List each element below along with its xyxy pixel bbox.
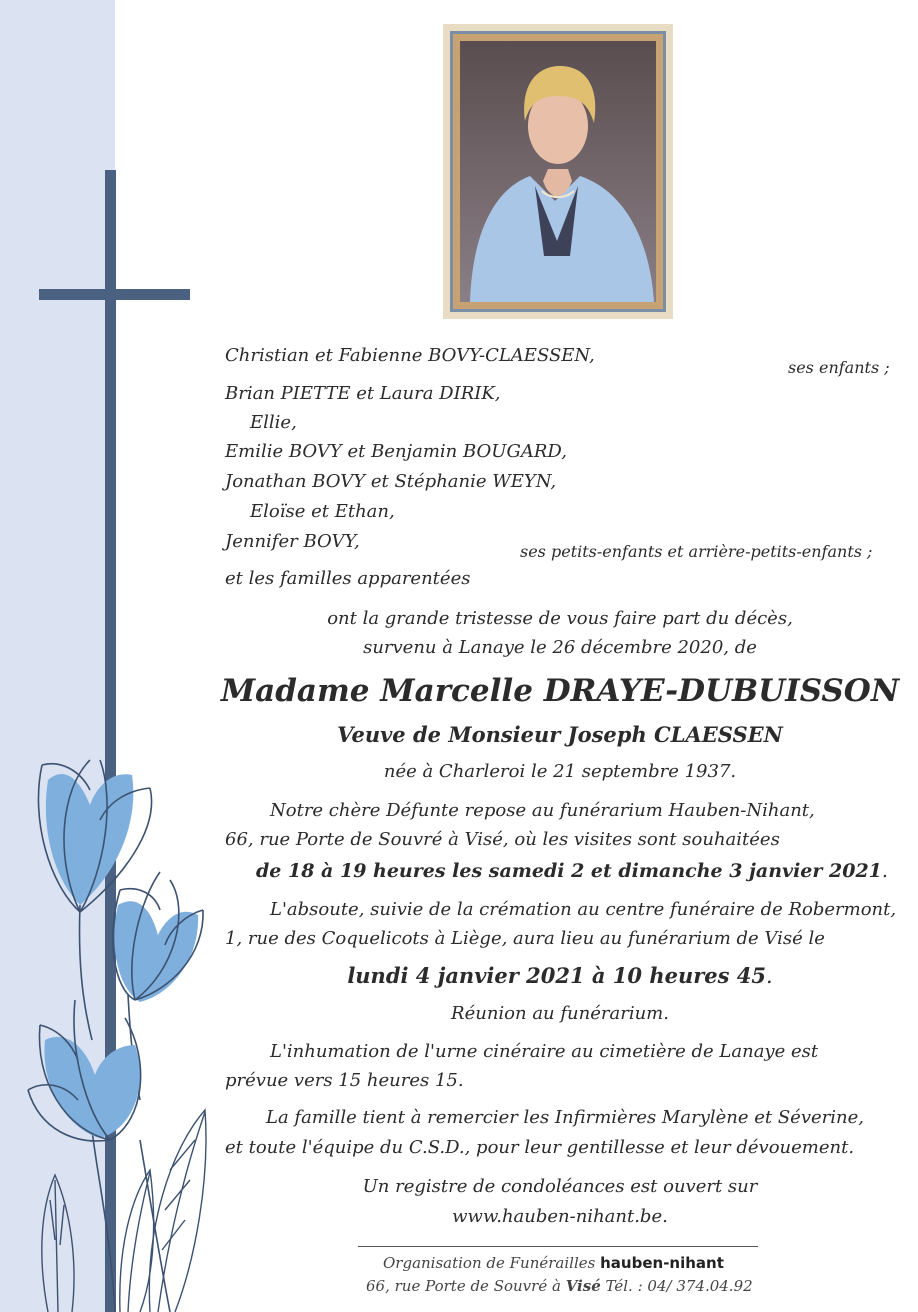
- ceremony-time: lundi 4 janvier 2021 à 10 heures 45: [347, 963, 766, 988]
- footer-brand-logo: hauben-nihant: [600, 1254, 724, 1272]
- family-line-8: et les familles apparentées: [225, 568, 471, 589]
- visit-line-3: [256, 860, 888, 882]
- thanks-line-2: et toute l'équipe du C.S.D., pour leur gentillesse et leur dévouement.: [225, 1137, 855, 1158]
- footer-phone: Tél. : 04/ 374.04.92: [605, 1277, 753, 1295]
- deceased-born: née à Charleroi le 21 septembre 1937.: [383, 761, 737, 782]
- footer-org: [383, 1254, 724, 1272]
- announce-line-1: ont la grande tristesse de vous faire part du décès,: [327, 608, 793, 629]
- footer-address: [366, 1277, 753, 1295]
- family-line-7: Jennifer BOVY,: [225, 531, 360, 552]
- register-line-1: Un registre de condoléances est ouvert sur: [362, 1176, 758, 1197]
- ceremony-line-4: Réunion au funérarium.: [451, 1003, 669, 1024]
- ceremony-line-1: L'absoute, suivie de la crémation au centre funéraire de Robermont,: [270, 899, 897, 920]
- cross-horizontal: [39, 289, 190, 300]
- family-line-5: Jonathan BOVY et Stéphanie WEYN,: [225, 471, 557, 492]
- cross-and-tulips-decoration: [0, 0, 230, 1312]
- ceremony-time-end: .: [766, 964, 773, 988]
- portrait-frame: [443, 24, 673, 319]
- footer-org-label: Organisation de Funérailles: [383, 1254, 596, 1272]
- family-line-4: Emilie BOVY et Benjamin BOUGARD,: [225, 441, 567, 462]
- footer-street: 66, rue Porte de Souvré à: [366, 1277, 561, 1295]
- portrait-photo: [460, 41, 656, 302]
- deceased-name: Madame Marcelle DRAYE-DUBUISSON: [220, 673, 900, 709]
- deceased-widow: Veuve de Monsieur Joseph CLAESSEN: [337, 722, 783, 747]
- portrait-mat: [450, 31, 666, 312]
- burial-line-2: prévue vers 15 heures 15.: [225, 1070, 464, 1091]
- thanks-line-1: La famille tient à remercier les Infirmières Marylène et Séverine,: [266, 1107, 864, 1128]
- visit-line-2: 66, rue Porte de Souvré à Visé, où les visites sont souhaitées: [225, 829, 780, 850]
- family-role-children: ses enfants ;: [788, 358, 890, 377]
- tulip-3: [28, 1000, 141, 1141]
- family-line-3: Ellie,: [250, 412, 297, 433]
- family-line-6: Eloïse et Ethan,: [250, 501, 395, 522]
- register-website: www.hauben-nihant.be.: [452, 1206, 668, 1227]
- ceremony-line-3: [210, 962, 910, 990]
- visit-hours-end: .: [881, 860, 888, 882]
- family-line-1: Christian et Fabienne BOVY-CLAESSEN,: [225, 345, 595, 366]
- footer-city: Visé: [565, 1277, 601, 1295]
- announce-line-2: survenu à Lanaye le 26 décembre 2020, de: [363, 637, 757, 658]
- burial-line-1: L'inhumation de l'urne cinéraire au cimetière de Lanaye est: [270, 1041, 819, 1062]
- family-line-2: Brian PIETTE et Laura DIRIK,: [225, 383, 501, 404]
- visit-hours: de 18 à 19 heures les samedi 2 et dimanche 3 janvier 2021: [256, 860, 882, 882]
- tulip-2: [113, 872, 203, 1002]
- ceremony-line-2: 1, rue des Coquelicots à Liège, aura lieu au funérarium de Visé le: [225, 928, 825, 949]
- family-role-grandchildren: ses petits-enfants et arrière-petits-enfants ;: [520, 542, 873, 561]
- leaves: [42, 1110, 206, 1312]
- visit-line-1: Notre chère Défunte repose au funérarium Hauben-Nihant,: [270, 800, 815, 821]
- footer-divider: [358, 1246, 758, 1247]
